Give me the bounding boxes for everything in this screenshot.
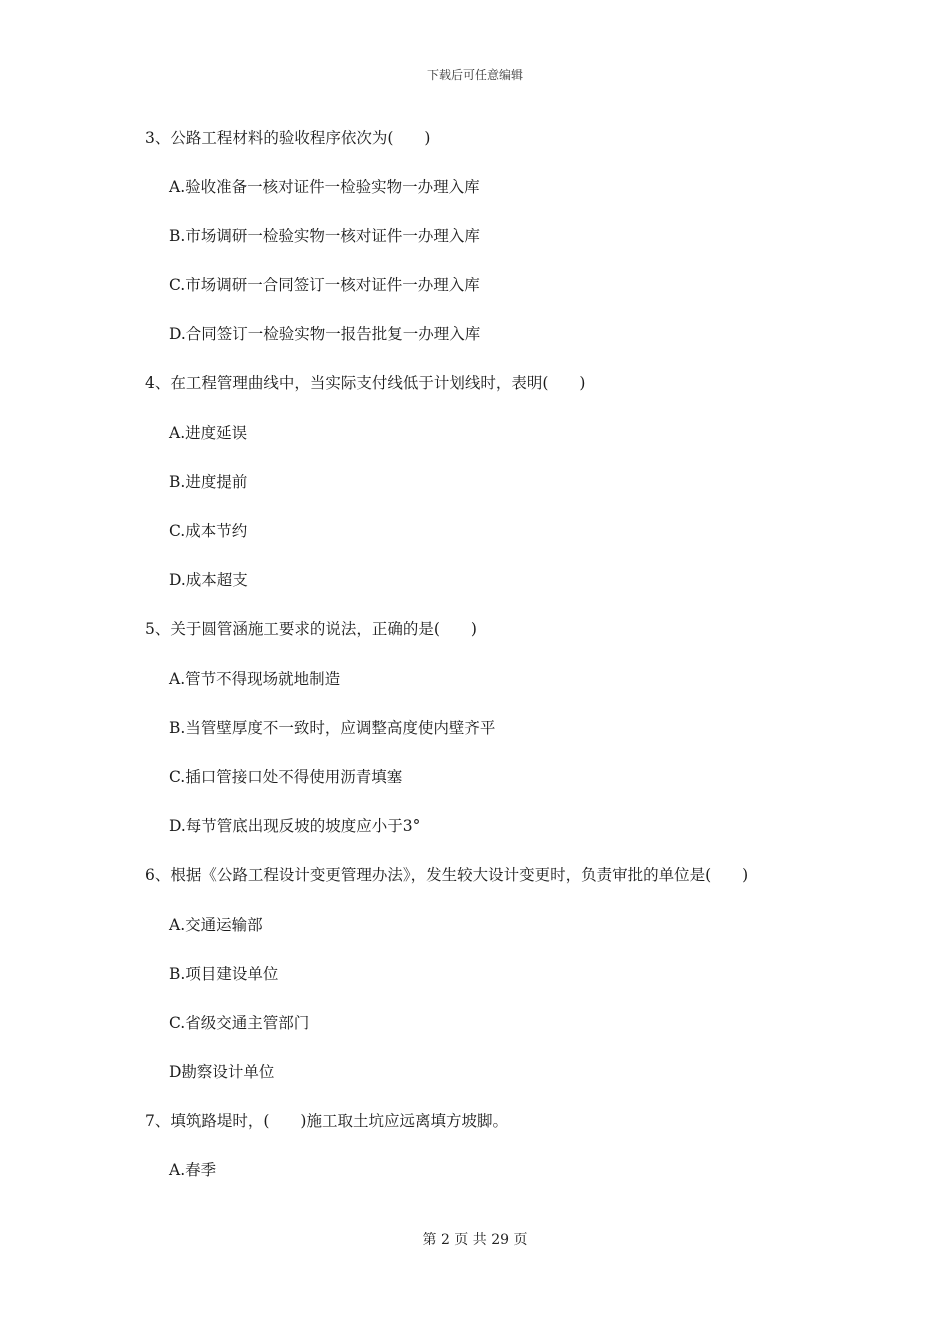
question-option: A.春季 [169,1161,217,1179]
question-option: B.项目建设单位 [169,965,279,983]
question-option: D.成本超支 [169,571,248,589]
question-stem: 7、填筑路堤时，( )施工取土坑应远离填方坡脚。 [145,1112,508,1130]
question-option: B.市场调研一检验实物一核对证件一办理入库 [169,227,480,245]
question-stem: 3、公路工程材料的验收程序依次为( ) [145,129,431,147]
question-stem: 4、在工程管理曲线中，当实际支付线低于计划线时，表明( ) [145,374,586,392]
question-option: D.每节管底出现反坡的坡度应小于3° [169,817,421,835]
question-stem: 5、关于圆管涵施工要求的说法，正确的是( ) [145,620,477,638]
question-option: C.成本节约 [169,522,248,540]
question-option: A.验收准备一核对证件一检验实物一办理入库 [169,178,480,196]
question-option: C.插口管接口处不得使用沥青填塞 [169,768,403,786]
question-option: B.进度提前 [169,473,248,491]
question-option: C.省级交通主管部门 [169,1014,310,1032]
page-header: 下载后可任意编辑 [426,68,523,82]
question-stem: 6、根据《公路工程设计变更管理办法》，发生较大设计变更时，负责审批的单位是( ) [145,866,749,884]
question-option: D.合同签订一检验实物一报告批复一办理入库 [169,325,481,343]
question-option: A.交通运输部 [169,916,263,934]
question-option: A.管节不得现场就地制造 [169,670,341,688]
question-option: A.进度延误 [169,424,248,442]
question-option: D勘察设计单位 [169,1063,275,1081]
question-option: B.当管壁厚度不一致时，应调整高度使内壁齐平 [169,719,496,737]
question-option: C.市场调研一合同签订一核对证件一办理入库 [169,276,480,294]
page-footer: 第 2 页 共 29 页 [422,1232,528,1248]
